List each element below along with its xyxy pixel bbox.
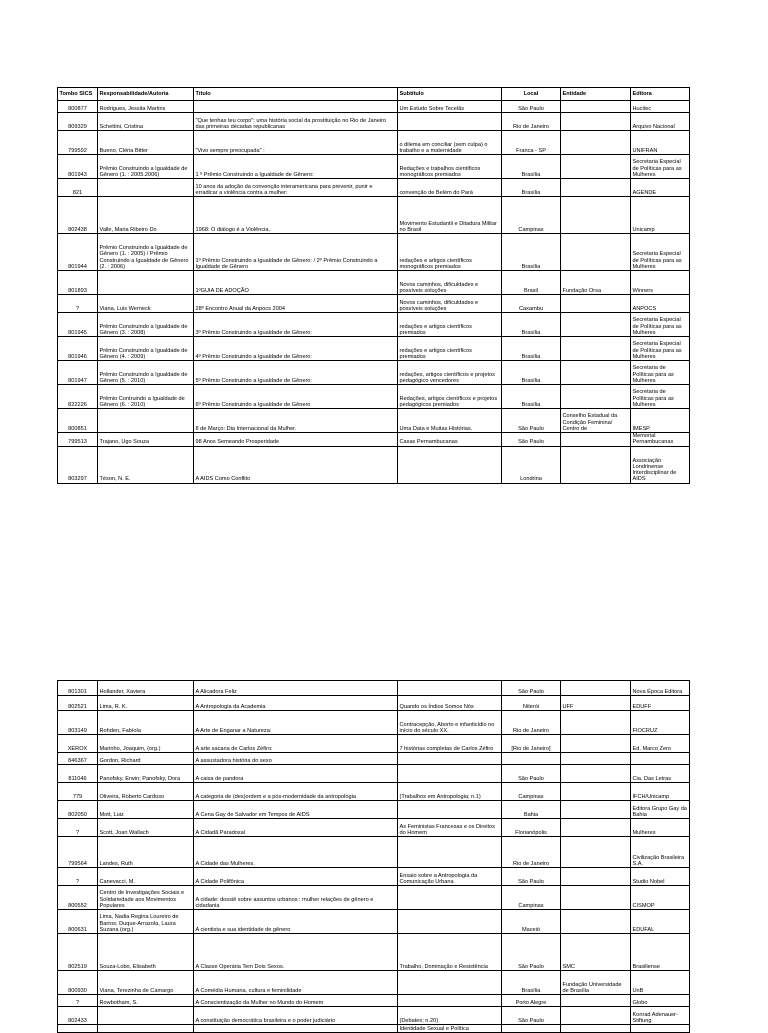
- entity-cell: [561, 197, 631, 234]
- subtitle-cell: As Feministas Francesas e os Direitos do Homem: [398, 819, 502, 837]
- location-cell: Brasília: [502, 234, 561, 271]
- tombo-cell: ?: [58, 295, 98, 313]
- entity-cell: [561, 819, 631, 837]
- entity-cell: [561, 783, 631, 801]
- title-cell: 8 de Março: Dia Internacional da Mulher.: [194, 409, 398, 433]
- location-cell: Brasília: [502, 313, 561, 337]
- subtitle-cell: [398, 113, 502, 131]
- entity-cell: Fundação Orsa: [561, 271, 631, 295]
- subtitle-cell: (Debates; n.20): [398, 1007, 502, 1025]
- tombo-cell: 799564: [58, 837, 98, 868]
- entity-cell: [561, 385, 631, 409]
- subtitle-cell: [398, 971, 502, 995]
- entity-cell: [561, 681, 631, 696]
- title-cell: A categoria de (des)ordem e a pós-modernidade da antropologia: [194, 783, 398, 801]
- entity-cell: [561, 765, 631, 783]
- tombo-cell: 822226: [58, 385, 98, 409]
- author-cell: Lima, R. K.: [98, 696, 194, 711]
- author-cell: Rodrigues, Jessita Martins: [98, 101, 194, 113]
- location-cell: Maceió: [502, 910, 561, 934]
- entity-cell: [561, 711, 631, 735]
- author-cell: Lima, Nadia Regina Loureiro de Barros; Duque-Arrazola, Laura Suzana (org.): [98, 910, 194, 934]
- table-row: [58, 765, 690, 783]
- entity-cell: [561, 433, 631, 447]
- author-cell: Hollander, Xaviera: [98, 681, 194, 696]
- table-row: [58, 271, 690, 295]
- location-cell: Brasília: [502, 179, 561, 197]
- tombo-cell: 801944: [58, 234, 98, 271]
- location-cell: Franca - SP: [502, 131, 561, 155]
- publisher-cell: ANPOCS: [631, 295, 690, 313]
- entity-cell: [561, 1007, 631, 1025]
- location-cell: Rio de Janeiro: [502, 113, 561, 131]
- publisher-cell: Konrad Adenauer-Stiftung: [631, 1007, 690, 1025]
- tombo-cell: 800930: [58, 971, 98, 995]
- table-row: [58, 385, 690, 409]
- title-cell: A caixa de pandora: [194, 765, 398, 783]
- author-cell: Gordon, Richard: [98, 753, 194, 765]
- tombo-cell: 802050: [58, 801, 98, 819]
- subtitle-cell: [398, 753, 502, 765]
- author-cell: Trajano, Ugo Souza: [98, 433, 194, 447]
- catalog-table-bottom: [57, 680, 690, 1033]
- author-cell: Canevacci, M.: [98, 868, 194, 886]
- author-cell: Landes, Ruth: [98, 837, 194, 868]
- entity-cell: [561, 101, 631, 113]
- subtitle-cell: redações e artigos científicos premiados: [398, 337, 502, 361]
- title-cell: A cientista e sua identidade de gênero: [194, 910, 398, 934]
- publisher-cell: Hucitec: [631, 101, 690, 113]
- subtitle-cell: Um Estudo Sobre Tecelãs: [398, 101, 502, 113]
- table-row: [58, 433, 690, 447]
- subtitle-cell: Casas Pernambucanas: [398, 433, 502, 447]
- title-cell: A Alicadora Feliz: [194, 681, 398, 696]
- publisher-cell: UNIFRAN: [631, 131, 690, 155]
- publisher-cell: Arquivo Nacional: [631, 113, 690, 131]
- publisher-cell: EDUFAL: [631, 910, 690, 934]
- column-header: Entidade: [561, 88, 631, 101]
- table-row: [58, 155, 690, 179]
- author-cell: Viana, Luis Werneck: [98, 295, 194, 313]
- entity-cell: [561, 155, 631, 179]
- publisher-cell: Editora Grupo Gay da Bahia: [631, 801, 690, 819]
- entity-cell: [561, 837, 631, 868]
- table-row: [58, 337, 690, 361]
- tombo-cell: 779: [58, 783, 98, 801]
- subtitle-cell: [398, 446, 502, 483]
- publisher-cell: Civilização Brasileira S.A.: [631, 837, 690, 868]
- title-cell: A Cidadã Paradoxal: [194, 819, 398, 837]
- author-cell: Prêmio Construindo a Igualdade de Gênero (1. : 2005) / Prêmio Construindo a Igualdade de Gênero (2. : 2006): [98, 234, 194, 271]
- title-cell: "Vivo sempre preocupada" :: [194, 131, 398, 155]
- table-row: [58, 753, 690, 765]
- tombo-cell: 800552: [58, 886, 98, 910]
- publisher-cell: [631, 753, 690, 765]
- location-cell: Brasília: [502, 337, 561, 361]
- subtitle-cell: Movimento Estudantil e Ditadura Militar no Brasil: [398, 197, 502, 234]
- publisher-cell: Mulheres: [631, 819, 690, 837]
- subtitle-cell: o dilema em conciliar (sem culpa) o trabalho e a maternidade: [398, 131, 502, 155]
- tombo-cell: ?: [58, 995, 98, 1007]
- subtitle-cell: Contracepção, Aborto e infanticídio no início do século XX.: [398, 711, 502, 735]
- entity-cell: [561, 1025, 631, 1033]
- publisher-cell: Brasiliense: [631, 934, 690, 971]
- tombo-cell: 802521: [58, 696, 98, 711]
- tombo-cell: 801945: [58, 313, 98, 337]
- tombo-cell: 801301: [58, 681, 98, 696]
- author-cell: Prêmio Contruindo a Igualdade de Gênero (6. : 2010): [98, 385, 194, 409]
- location-cell: Bahia: [502, 801, 561, 819]
- table-row: [58, 696, 690, 711]
- publisher-cell: Secretaria Especial de Políticas para as Mulheres: [631, 337, 690, 361]
- publisher-cell: [631, 1025, 690, 1033]
- table-row: [58, 361, 690, 385]
- author-cell: [98, 1007, 194, 1025]
- title-cell: 98 Anos Semeando Prosperidade: [194, 433, 398, 447]
- subtitle-cell: [398, 681, 502, 696]
- title-cell: [194, 1025, 398, 1033]
- publisher-cell: FIOCRUZ: [631, 711, 690, 735]
- location-cell: [502, 1025, 561, 1033]
- author-cell: Centro de Investigações Sociais e Solidariedade aos Movimentos Populares: [98, 886, 194, 910]
- table-row: [58, 234, 690, 271]
- table-row: [58, 837, 690, 868]
- location-cell: São Paulo: [502, 934, 561, 971]
- table-row: [58, 131, 690, 155]
- author-cell: Panofsky, Erwin; Panofsky, Dora: [98, 765, 194, 783]
- tombo-cell: 803149: [58, 711, 98, 735]
- location-cell: São Paulo: [502, 101, 561, 113]
- table-row: [58, 995, 690, 1007]
- subtitle-cell: [398, 837, 502, 868]
- title-cell: A Cena Gay de Salvador em Tempos de AIDS: [194, 801, 398, 819]
- title-cell: A Cidade Polifônica: [194, 868, 398, 886]
- subtitle-cell: Trabalho, Dominação e Resistência: [398, 934, 502, 971]
- tombo-cell: 803297: [58, 446, 98, 483]
- tombo-cell: 800877: [58, 101, 98, 113]
- subtitle-cell: [398, 886, 502, 910]
- location-cell: Campinas: [502, 197, 561, 234]
- location-cell: São Paulo: [502, 681, 561, 696]
- location-cell: Campinas: [502, 783, 561, 801]
- entity-cell: UFF: [561, 696, 631, 711]
- entity-cell: [561, 886, 631, 910]
- author-cell: Rowbotham, S.: [98, 995, 194, 1007]
- entity-cell: [561, 131, 631, 155]
- table-row: [58, 1007, 690, 1025]
- author-cell: [98, 271, 194, 295]
- publisher-cell: Ed. Marco Zero: [631, 735, 690, 753]
- tombo-cell: [58, 1025, 98, 1033]
- author-cell: Téson, N. E.: [98, 446, 194, 483]
- table-row: [58, 313, 690, 337]
- location-cell: Campinas: [502, 886, 561, 910]
- tombo-cell: 809329: [58, 113, 98, 131]
- subtitle-cell: [398, 910, 502, 934]
- title-cell: A Cidade das Mulheres.: [194, 837, 398, 868]
- tombo-cell: 802433: [58, 1007, 98, 1025]
- entity-cell: [561, 868, 631, 886]
- title-cell: 5º Prêmio Construindo a Igualdade de Gênero:: [194, 361, 398, 385]
- publisher-cell: Associação Londrinense Interdisciplinar de AIDS: [631, 446, 690, 483]
- table-row: [58, 295, 690, 313]
- entity-cell: [561, 295, 631, 313]
- title-cell: 6º Prêmio Construindo a Igualdade de Gênero: [194, 385, 398, 409]
- publisher-cell: AGENDE: [631, 179, 690, 197]
- location-cell: Porto Alegre: [502, 995, 561, 1007]
- table-row: [58, 1025, 690, 1033]
- subtitle-cell: convenção de Belém do Pará: [398, 179, 502, 197]
- location-cell: Londrina: [502, 446, 561, 483]
- subtitle-cell: Quando os Índios Somos Nós: [398, 696, 502, 711]
- tombo-cell: 811046: [58, 765, 98, 783]
- location-cell: Brasil: [502, 271, 561, 295]
- tombo-cell: 800851: [58, 409, 98, 433]
- publisher-cell: IMESP: [631, 409, 690, 433]
- title-cell: 1 º Prêmio Construindo a Igualdade de Gênero:: [194, 155, 398, 179]
- location-cell: São Paulo: [502, 409, 561, 433]
- title-cell: A constituição democrática brasileira e o poder judiciário: [194, 1007, 398, 1025]
- entity-cell: [561, 361, 631, 385]
- subtitle-cell: [398, 765, 502, 783]
- publisher-cell: EDUFF: [631, 696, 690, 711]
- subtitle-cell: redações e artigos científicos premiados: [398, 313, 502, 337]
- subtitle-cell: redações e artigos científicos monográficos premiados: [398, 234, 502, 271]
- tombo-cell: ?: [58, 868, 98, 886]
- entity-cell: [561, 735, 631, 753]
- entity-cell: [561, 753, 631, 765]
- title-cell: 1ºGUIA DE ADOÇÃO: [194, 271, 398, 295]
- table-row: [58, 801, 690, 819]
- publisher-cell: Secretaria Especial de Políticas para as Mulheres: [631, 155, 690, 179]
- author-cell: Valle, Maria Ribeiro Do: [98, 197, 194, 234]
- title-cell: 4º Prêmio Construindo a Igualdade de Gênero:: [194, 337, 398, 361]
- location-cell: Brasília: [502, 971, 561, 995]
- author-cell: [98, 409, 194, 433]
- author-cell: Mott, Luiz: [98, 801, 194, 819]
- title-cell: [194, 101, 398, 113]
- title-cell: A Antropologia da Academia: [194, 696, 398, 711]
- tombo-cell: XEROX: [58, 735, 98, 753]
- tombo-cell: 799513: [58, 433, 98, 447]
- column-header: Editora: [631, 88, 690, 101]
- publisher-cell: IFCH/Unicamp: [631, 783, 690, 801]
- location-cell: Brasília: [502, 361, 561, 385]
- author-cell: Marinho, Joaquim, (org.): [98, 735, 194, 753]
- table-1-body: [58, 88, 690, 484]
- subtitle-cell: [398, 995, 502, 1007]
- location-cell: Brasília: [502, 155, 561, 179]
- entity-cell: Conselho Estadual da Condição Feminina/ Centro de: [561, 409, 631, 433]
- entity-cell: [561, 337, 631, 361]
- location-cell: [502, 753, 561, 765]
- subtitle-cell: Uma Data e Muitas Histórias.: [398, 409, 502, 433]
- catalog-table-top: [57, 87, 690, 484]
- column-header: Tombo SICS: [58, 88, 98, 101]
- author-cell: Prêmio Construindo a Igualdade de Gênero (3. : 2008): [98, 313, 194, 337]
- tombo-cell: ?: [58, 819, 98, 837]
- title-cell: 10 anos da adoção da convenção interamericana para prevenir, punir e erradicar a violência contra a mulher:: [194, 179, 398, 197]
- column-header: Responsabilidade/Autoria: [98, 88, 194, 101]
- title-cell: A Classe Operária Tem Dois Sexos.: [194, 934, 398, 971]
- publisher-cell: CISMOP: [631, 886, 690, 910]
- publisher-cell: Winners: [631, 271, 690, 295]
- table-row: [58, 783, 690, 801]
- tombo-cell: 802438: [58, 197, 98, 234]
- title-cell: 28º Encontro Anual da Anpocs 2004: [194, 295, 398, 313]
- publisher-cell: UnB: [631, 971, 690, 995]
- publisher-cell: Memorial Pernambucanas: [631, 433, 690, 447]
- publisher-cell: Secretaria Especial de Políticas para as Mulheres: [631, 313, 690, 337]
- table-row: [58, 179, 690, 197]
- table-2-body: [58, 681, 690, 1033]
- subtitle-cell: [398, 801, 502, 819]
- entity-cell: [561, 113, 631, 131]
- location-cell: Rio de Janeiro: [502, 711, 561, 735]
- table-row: [58, 681, 690, 696]
- subtitle-cell: (Trabalhos em Antropologia; n.1): [398, 783, 502, 801]
- author-cell: Souza-Lobo, Elisabeth: [98, 934, 194, 971]
- column-header: Local: [502, 88, 561, 101]
- title-cell: A arte sacana de Carlos Zéfiro:: [194, 735, 398, 753]
- title-cell: 1º Prêmio Construindo a Igualdade de Gênero: / 2º Prêmio Construindo a Igualdade de Gênero: [194, 234, 398, 271]
- location-cell: Rio de Janeiro: [502, 837, 561, 868]
- table-row: [58, 910, 690, 934]
- tombo-cell: 801943: [58, 155, 98, 179]
- subtitle-cell: Novos caminhos, dificuldades e possíveis soluções: [398, 295, 502, 313]
- subtitle-cell: Novos caminhos, dificuldades e possíveis soluções: [398, 271, 502, 295]
- tombo-cell: 846367: [58, 753, 98, 765]
- publisher-cell: Globo: [631, 995, 690, 1007]
- publisher-cell: Secretaria de Políticas para as Mulheres: [631, 385, 690, 409]
- location-cell: Niterói: [502, 696, 561, 711]
- title-cell: "Que tenhas teu corpo": uma história social da prostituição no Rio de Janeiro das primeiras décadas republicanas: [194, 113, 398, 131]
- header-row: [58, 88, 690, 101]
- location-cell: São Paulo: [502, 765, 561, 783]
- tombo-cell: 799592: [58, 131, 98, 155]
- publisher-cell: Secretaria de Políticas para as Mulheres: [631, 361, 690, 385]
- table-row: [58, 735, 690, 753]
- tombo-cell: 821: [58, 179, 98, 197]
- table-row: [58, 934, 690, 971]
- publisher-cell: Unicamp: [631, 197, 690, 234]
- subtitle-cell: Redações e trabalhos científicos monográficos premiados: [398, 155, 502, 179]
- entity-cell: SMC: [561, 934, 631, 971]
- author-cell: [98, 179, 194, 197]
- tombo-cell: 801947: [58, 361, 98, 385]
- author-cell: Prêmio Construindo a Igualdade de Gênero (4. : 2009): [98, 337, 194, 361]
- title-cell: A cidade: dossiê sobre assuntos urbanos : mulher relações de gênero e cidadania: [194, 886, 398, 910]
- title-cell: A Arte de Enganar a Natureza:: [194, 711, 398, 735]
- title-cell: A AIDS Como Conflito: [194, 446, 398, 483]
- table-row: [58, 886, 690, 910]
- tombo-cell: 801893: [58, 271, 98, 295]
- publisher-cell: Nova Época Editora: [631, 681, 690, 696]
- table-row: [58, 113, 690, 131]
- publisher-cell: Secretaria Especial de Políticas para as Mulheres: [631, 234, 690, 271]
- column-header: Subtítulo: [398, 88, 502, 101]
- location-cell: Florianópolis: [502, 819, 561, 837]
- author-cell: Prêmio Construindo a Igualdade de Gênero (5. : 2010): [98, 361, 194, 385]
- table-row: [58, 409, 690, 433]
- entity-cell: [561, 234, 631, 271]
- title-cell: 1968: O diálogo é a Violência.: [194, 197, 398, 234]
- location-cell: Caxambu: [502, 295, 561, 313]
- location-cell: [Rio de Janeiro]: [502, 735, 561, 753]
- subtitle-cell: Ensaio sobre a Antropologia da Comunicação Urbana: [398, 868, 502, 886]
- table-row: [58, 711, 690, 735]
- table-row: [58, 971, 690, 995]
- subtitle-cell: Redações, artigos científicos e projetos pedagógicos premiados: [398, 385, 502, 409]
- author-cell: Oliveira, Roberto Cardoso: [98, 783, 194, 801]
- author-cell: Schettini, Cristina: [98, 113, 194, 131]
- entity-cell: [561, 179, 631, 197]
- entity-cell: [561, 910, 631, 934]
- subtitle-cell: Identidade Sexual e Política: [398, 1025, 502, 1033]
- title-cell: 3º Prêmio Construindo a Igualdade de Gênero:: [194, 313, 398, 337]
- location-cell: São Paulo: [502, 433, 561, 447]
- table-row: [58, 197, 690, 234]
- title-cell: A Comédia Humana, cultura e feminilidade: [194, 971, 398, 995]
- entity-cell: [561, 446, 631, 483]
- tombo-cell: 802519: [58, 934, 98, 971]
- table-row: [58, 868, 690, 886]
- tombo-cell: 800631: [58, 910, 98, 934]
- subtitle-cell: 7 histórias completas de Carlos Zéfiro: [398, 735, 502, 753]
- author-cell: Viana, Terezinha de Camargo: [98, 971, 194, 995]
- author-cell: Bueno, Cléria Bitter: [98, 131, 194, 155]
- entity-cell: Fundação Universidade de Brasília: [561, 971, 631, 995]
- publisher-cell: Studio Nobel: [631, 868, 690, 886]
- location-cell: Brasília: [502, 385, 561, 409]
- entity-cell: [561, 313, 631, 337]
- table-row: [58, 101, 690, 113]
- tombo-cell: 801946: [58, 337, 98, 361]
- title-cell: A assustadora história do sexo: [194, 753, 398, 765]
- entity-cell: [561, 995, 631, 1007]
- publisher-cell: Cia. Das Letras: [631, 765, 690, 783]
- location-cell: São Paulo: [502, 868, 561, 886]
- author-cell: Scott, Joan Wallach: [98, 819, 194, 837]
- table-row: [58, 446, 690, 483]
- entity-cell: [561, 801, 631, 819]
- column-header: Título: [194, 88, 398, 101]
- author-cell: [98, 1025, 194, 1033]
- author-cell: Rohden, Fabíola: [98, 711, 194, 735]
- title-cell: A Conscientização da Mulher no Mundo do Homem: [194, 995, 398, 1007]
- table-row: [58, 819, 690, 837]
- location-cell: São Paulo: [502, 1007, 561, 1025]
- author-cell: Prêmio Construindo a Igualdade de Gênero (1. : 2005.2006): [98, 155, 194, 179]
- subtitle-cell: redações, artigos científicos e projetos pedagógico vencedores: [398, 361, 502, 385]
